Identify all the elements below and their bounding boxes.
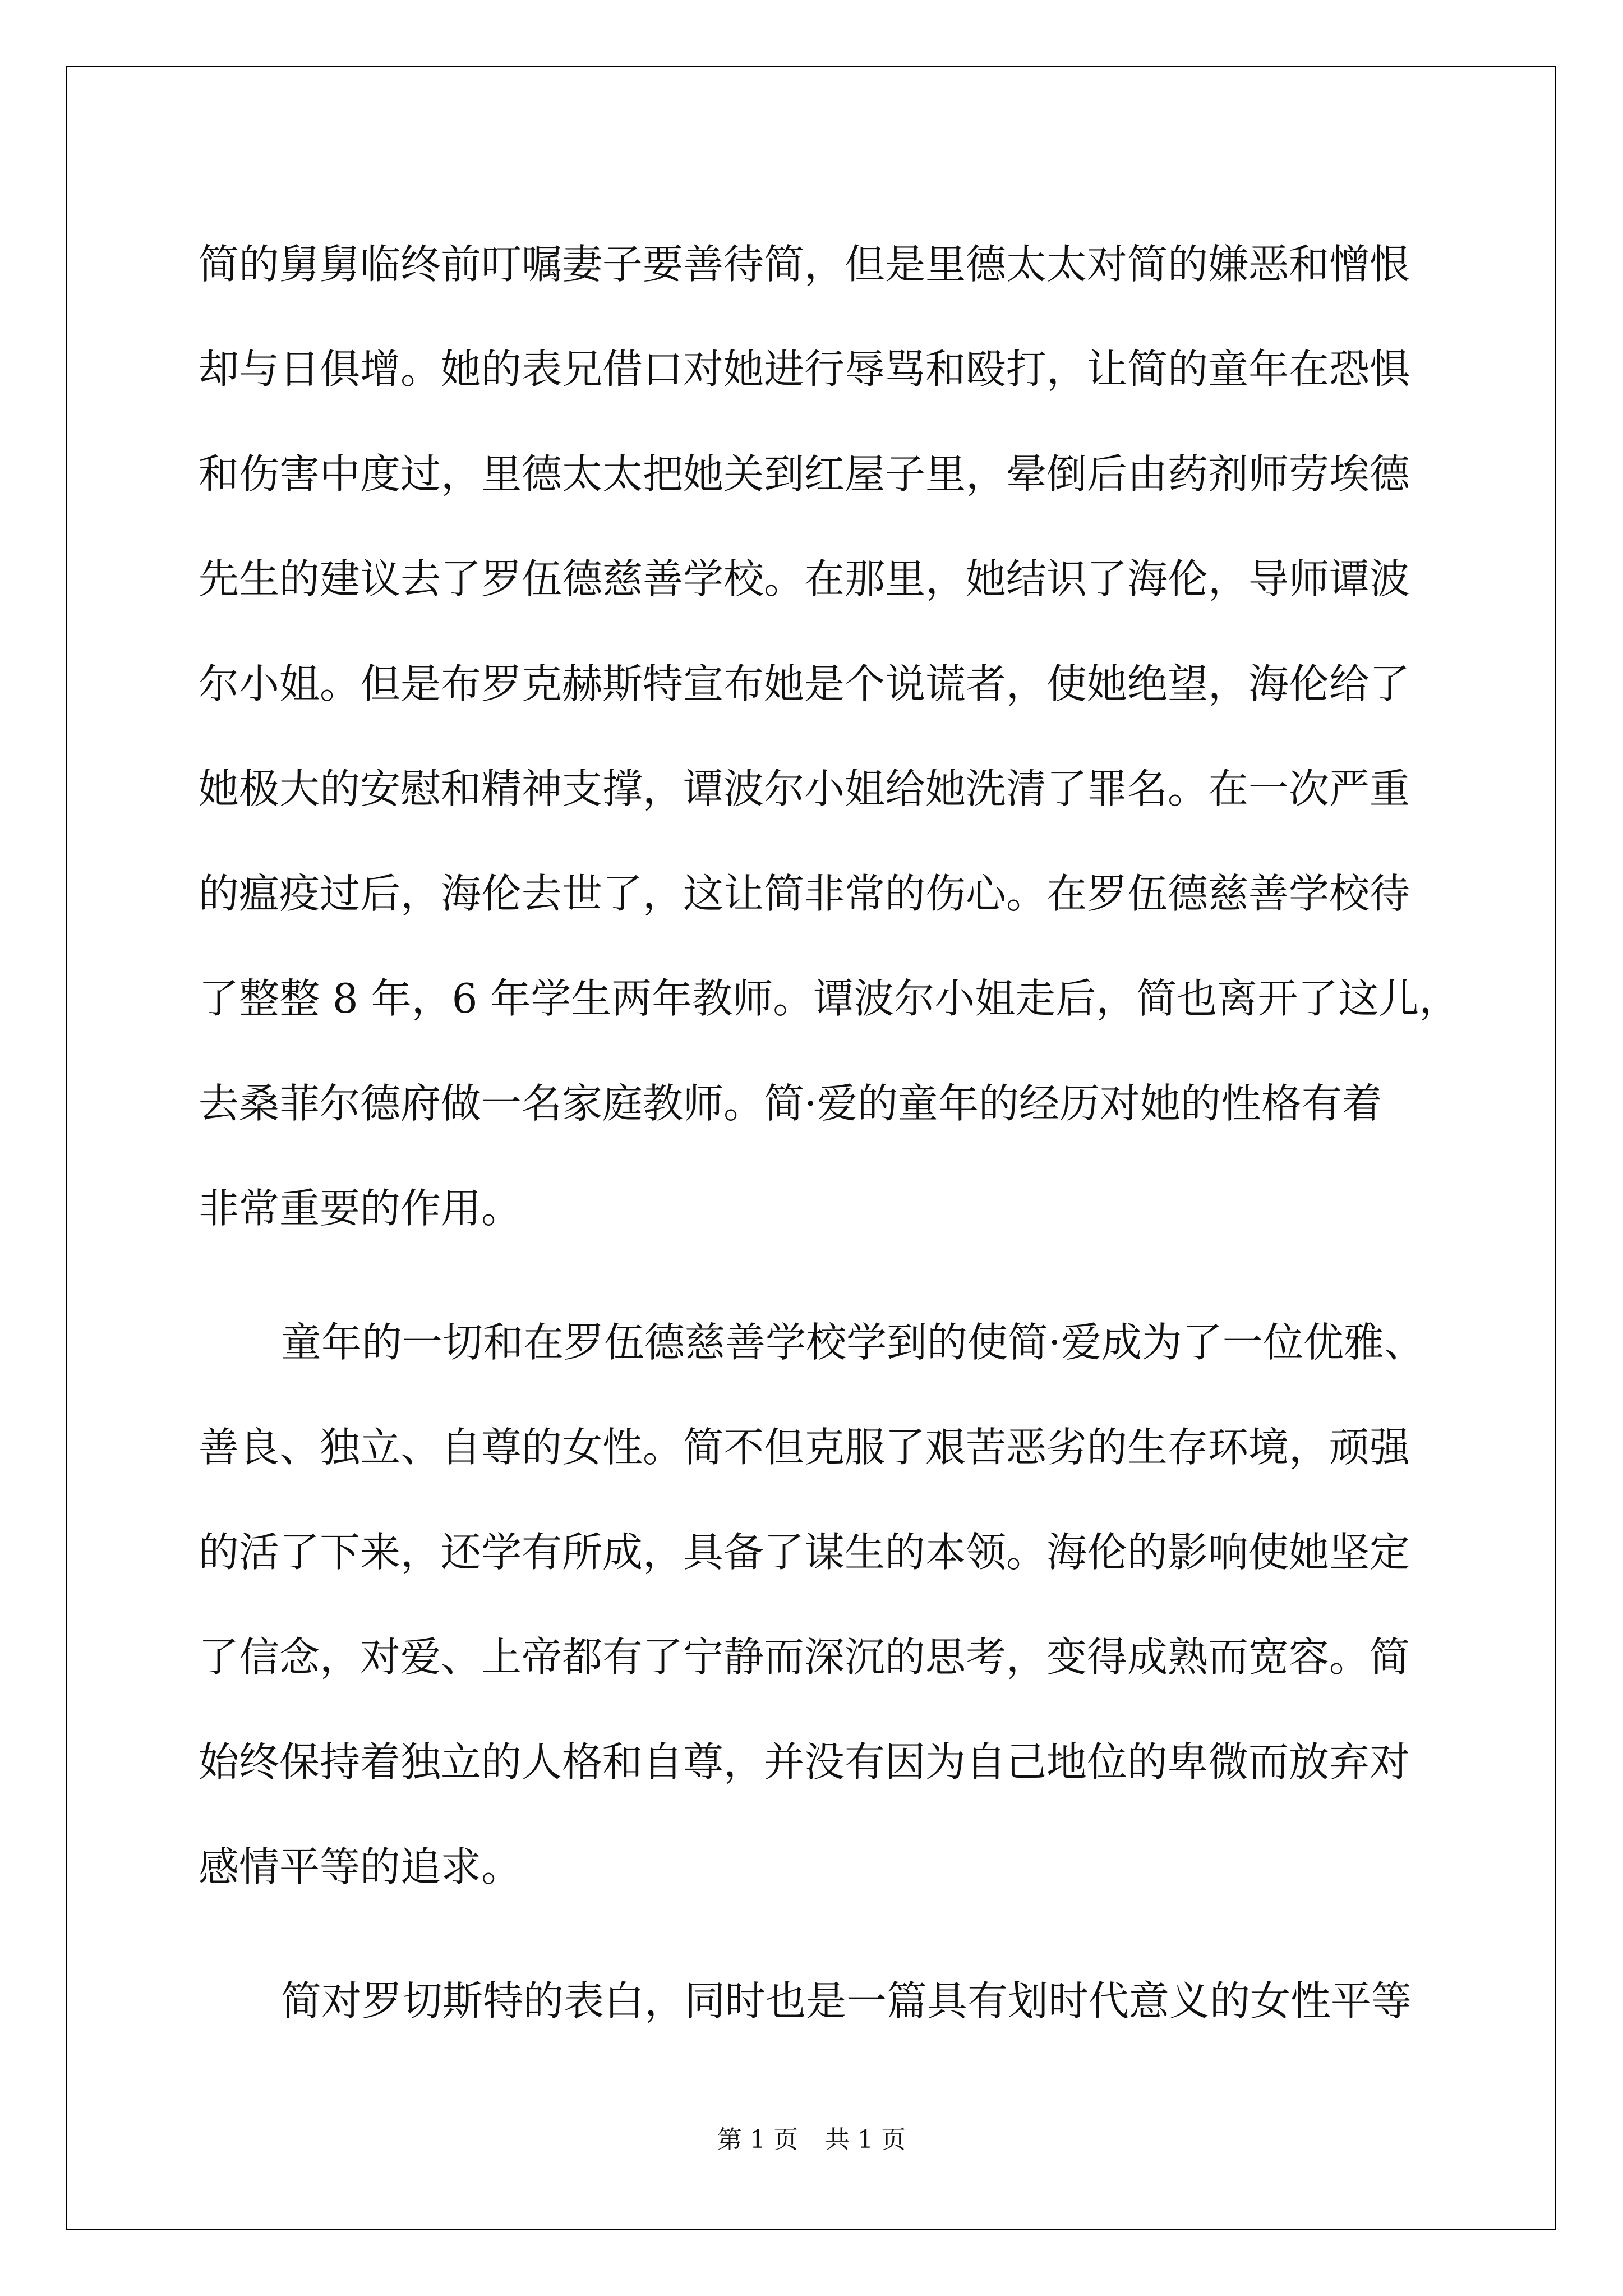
- text-line: 先生的建议去了罗伍德慈善学校。在那里，她结识了海伦，导师谭波: [199, 555, 1410, 602]
- text-line: 的活了下来，还学有所成，具备了谋生的本领。海伦的影响使她坚定: [199, 1529, 1410, 1576]
- paragraph-spacer: [199, 1920, 1438, 1949]
- text-line: 了整整 8 年，6 年学生两年教师。谭波尔小姐走后，简也离开了这儿，: [199, 975, 1460, 1022]
- paragraph-3: [199, 1949, 1438, 2054]
- text-line: 童年的一切和在罗伍德慈善学校学到的使简·爱成为了一位优雅、: [281, 1319, 1424, 1366]
- text-line: 尔小姐。但是布罗克赫斯特宣布她是个说谎者，使她绝望，海伦给了: [199, 660, 1410, 707]
- text-line: 却与日俱增。她的表兄借口对她进行辱骂和殴打，让简的童年在恐惧: [199, 346, 1410, 393]
- page-total: 共 1 页: [825, 2125, 906, 2154]
- paragraph-spacer: [199, 1261, 1438, 1290]
- text-line: 简对罗切斯特的表白，同时也是一篇具有划时代意义的女性平等: [281, 1977, 1412, 2024]
- document-body: [199, 212, 1460, 2054]
- page-footer: [0, 2123, 1623, 2157]
- text-line: 她极大的安慰和精神支撑，谭波尔小姐给她洗清了罪名。在一次严重: [199, 765, 1410, 812]
- text-line: 的瘟疫过后，海伦去世了，这让简非常的伤心。在罗伍德慈善学校待: [199, 870, 1410, 917]
- text-line: 始终保持着独立的人格和自尊，并没有因为自己地位的卑微而放弃对: [199, 1738, 1410, 1786]
- paragraph-2: [199, 1290, 1438, 1920]
- text-line: 非常重要的作用。: [199, 1185, 522, 1232]
- text-line: 去桑菲尔德府做一名家庭教师。简·爱的童年的经历对她的性格有着: [199, 1080, 1382, 1127]
- text-line: 简的舅舅临终前叮嘱妻子要善待简，但是里德太太对简的嫌恶和憎恨: [199, 241, 1410, 288]
- paragraph-1: [199, 212, 1460, 1261]
- text-line: 感情平等的追求。: [199, 1843, 522, 1890]
- text-line: 善良、独立、自尊的女性。简不但克服了艰苦恶劣的生存环境，顽强: [199, 1424, 1410, 1471]
- page-number: 第 1 页: [717, 2125, 798, 2154]
- text-line: 和伤害中度过，里德太太把她关到红屋子里，晕倒后由药剂师劳埃德: [199, 450, 1410, 498]
- text-line: 了信念，对爱、上帝都有了宁静而深沉的思考，变得成熟而宽容。简: [199, 1634, 1410, 1681]
